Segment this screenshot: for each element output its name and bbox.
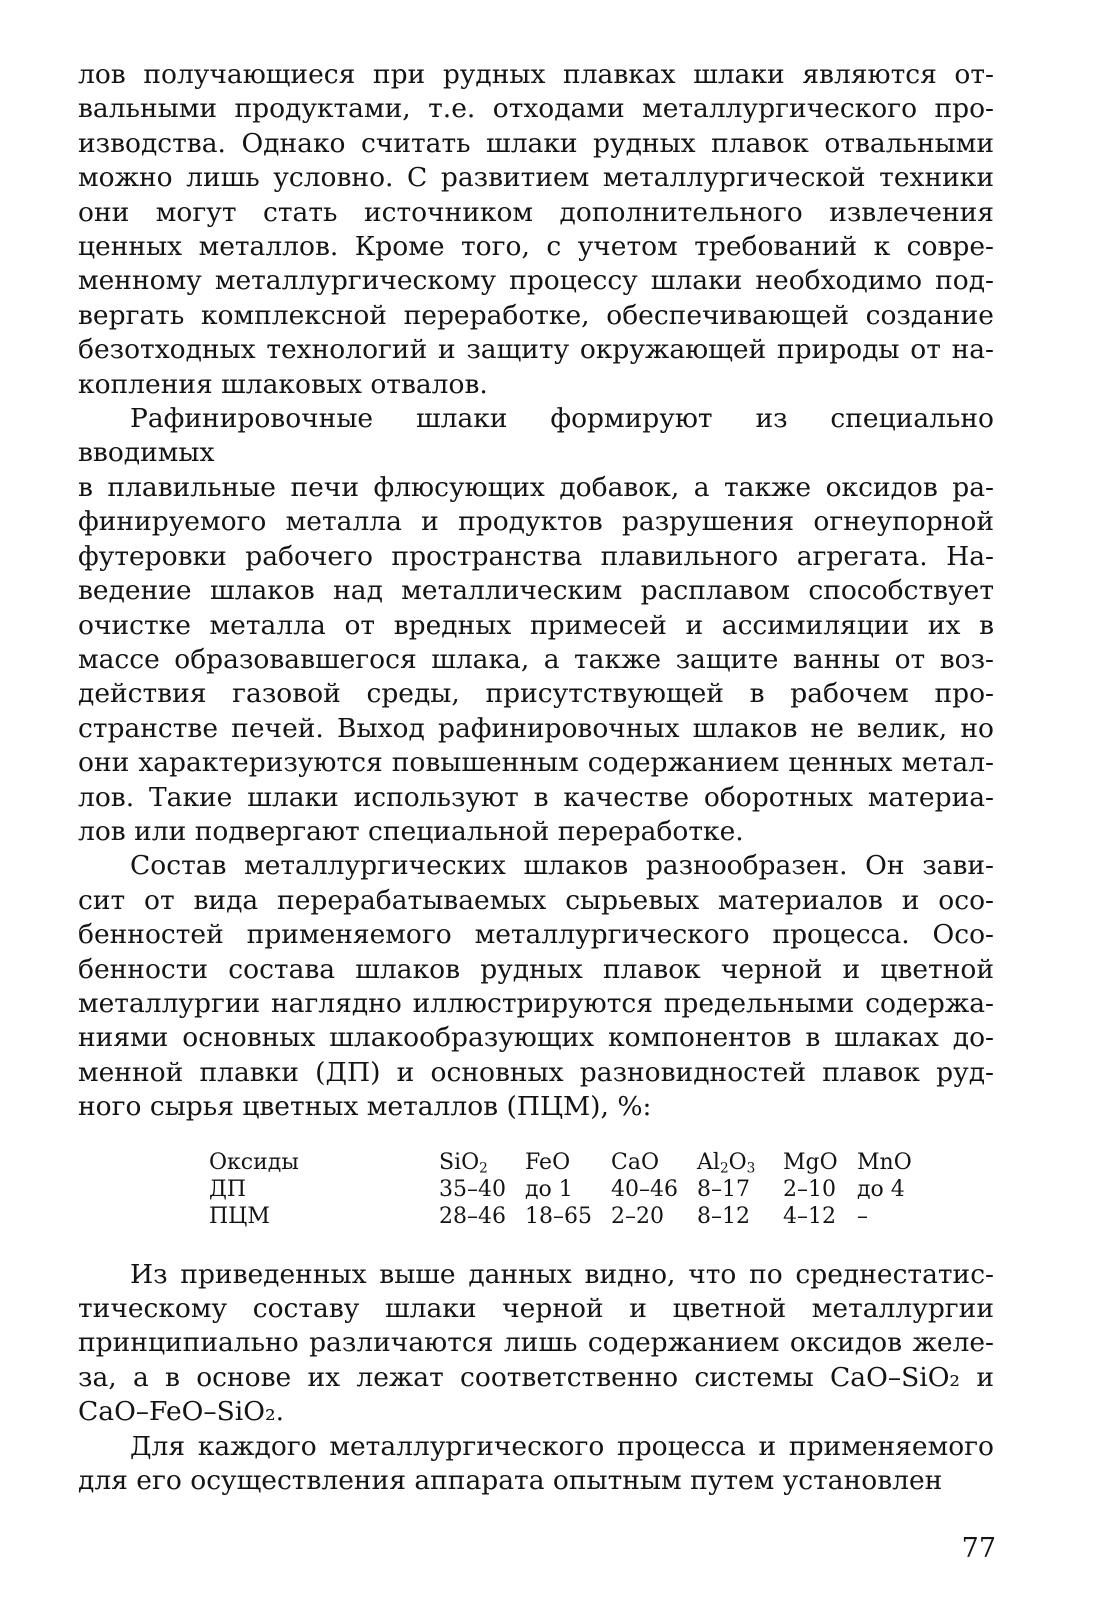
text-line: ценных металлов. Кроме того, с учетом требований к совре-: [78, 231, 994, 263]
col-sio2: SiO$_2$: [439, 1149, 488, 1176]
col-mgo: MgO: [783, 1149, 838, 1175]
row-label: ДП: [209, 1176, 247, 1202]
text-line: вергать комплексной переработке, обеспечивающей создание: [78, 299, 994, 331]
table-cell: 35–40: [439, 1176, 506, 1202]
table-cell: 2–20: [611, 1203, 664, 1229]
table-cell: до 1: [525, 1176, 573, 1202]
col-cao: CaO: [611, 1149, 659, 1175]
text-line: копления шлаковых отвалов.: [78, 368, 488, 400]
text-line: тическому составу шлаки черной и цветной металлургии: [78, 1293, 994, 1324]
text-line: в плавильные печи флюсующих добавок, а также оксидов ра-: [78, 471, 994, 503]
text-line: они характеризуются повышенным содержанием ценных метал-: [78, 747, 994, 779]
paragraph: [78, 1258, 994, 1430]
text-line: Для каждого металлургического процесса и применяемого: [130, 1430, 994, 1462]
text-line: принципиально различаются лишь содержанием оксидов желе-: [78, 1327, 994, 1359]
text-line: CaO–FeO–SiO₂.: [78, 1396, 285, 1428]
table-cell: до 4: [857, 1176, 905, 1202]
text-line: финируемого металла и продуктов разрушения огнеупорной: [78, 506, 994, 538]
table-cell: 8–12: [697, 1203, 750, 1229]
table-cell: 40–46: [611, 1176, 678, 1202]
text-line: сит от вида перерабатываемых сырьевых материалов и осо-: [78, 884, 994, 916]
table-cell: 2–10: [783, 1176, 836, 1202]
text-line: бенности состава шлаков рудных плавок черной и цветной: [78, 953, 994, 985]
text-line: изводства. Однако считать шлаки рудных плавок отвальными: [78, 127, 994, 159]
text-line: металлургии наглядно иллюстрируются предельными содержа-: [78, 987, 994, 1019]
table-header-row: [209, 1149, 917, 1176]
page-number: 77: [961, 1533, 996, 1564]
text-line: Состав металлургических шлаков разнообразен. Он зави-: [130, 850, 994, 882]
text-line: вальными продуктами, т.е. отходами металлургического про-: [78, 93, 994, 125]
col-al2o3: $Al_2O_3$: [697, 1149, 756, 1176]
table-cell: 4–12: [783, 1203, 836, 1229]
text-line: массе образовавшегося шлака, а также защите ванны от воз-: [78, 643, 994, 675]
text-line: очистке металла от вредных примесей и ассимиляции их в: [78, 609, 994, 641]
text-line: Из приведенных выше данных видно, что по среднестатис-: [130, 1258, 994, 1290]
table-header-label: Оксиды: [209, 1149, 299, 1175]
paragraph: [78, 1430, 994, 1499]
text-line: лов получающиеся при рудных плавках шлаки являются от-: [78, 59, 994, 90]
text-line: действия газовой среды, присутствующей в рабочем про-: [78, 678, 994, 710]
body-text-after-table: [78, 1258, 994, 1499]
text-line: менной плавки (ДП) и основных разновидностей плавок руд-: [78, 1056, 994, 1088]
text-line: Рафинировочные шлаки формируют из специально вводимых: [78, 403, 994, 469]
paragraph: [78, 849, 994, 1124]
row-label: ПЦМ: [209, 1203, 270, 1229]
text-line: лов. Такие шлаки используют в качестве оборотных материа-: [78, 781, 994, 813]
table-row: [209, 1176, 917, 1203]
table-cell: –: [857, 1203, 868, 1229]
col-feo: FeO: [525, 1149, 571, 1175]
text-line: менному металлургическому процессу шлаки необходимо под-: [78, 265, 994, 297]
text-line: за, а в основе их лежат соответственно системы CaO–SiO₂ и: [78, 1361, 994, 1393]
paragraph: [78, 58, 994, 402]
text-line: ного сырья цветных металлов (ПЦМ), %:: [78, 1091, 652, 1123]
text-line: для его осуществления аппарата опытным путем установлен: [78, 1465, 943, 1497]
text-line: безотходных технологий и защиту окружающей природы от на-: [78, 334, 994, 366]
table-cell: 28–46: [439, 1203, 506, 1229]
col-mno: MnO: [857, 1149, 912, 1175]
text-line: бенностей применяемого металлургического процесса. Осо-: [78, 919, 994, 951]
paragraph: [78, 402, 994, 849]
table-cell: 18–65: [525, 1203, 592, 1229]
text-line: ниями основных шлакообразующих компонентов в шлаках до-: [78, 1022, 994, 1054]
body-text-before-table: [78, 58, 994, 1125]
text-line: лов или подвергают специальной переработке.: [78, 815, 744, 847]
oxide-composition-table: [209, 1149, 994, 1230]
text-line: они могут стать источником дополнительного извлечения: [78, 196, 994, 228]
document-page: [78, 58, 994, 1498]
text-line: футеровки рабочего пространства плавильного агрегата. На-: [78, 540, 994, 572]
text-line: можно лишь условно. С развитием металлургической техники: [78, 162, 994, 194]
table-row: [209, 1203, 917, 1230]
text-line: ведение шлаков над металлическим расплавом способствует: [78, 575, 994, 607]
text-line: странстве печей. Выход рафинировочных шлаков не велик, но: [78, 712, 994, 744]
table-cell: 8–17: [697, 1176, 750, 1202]
